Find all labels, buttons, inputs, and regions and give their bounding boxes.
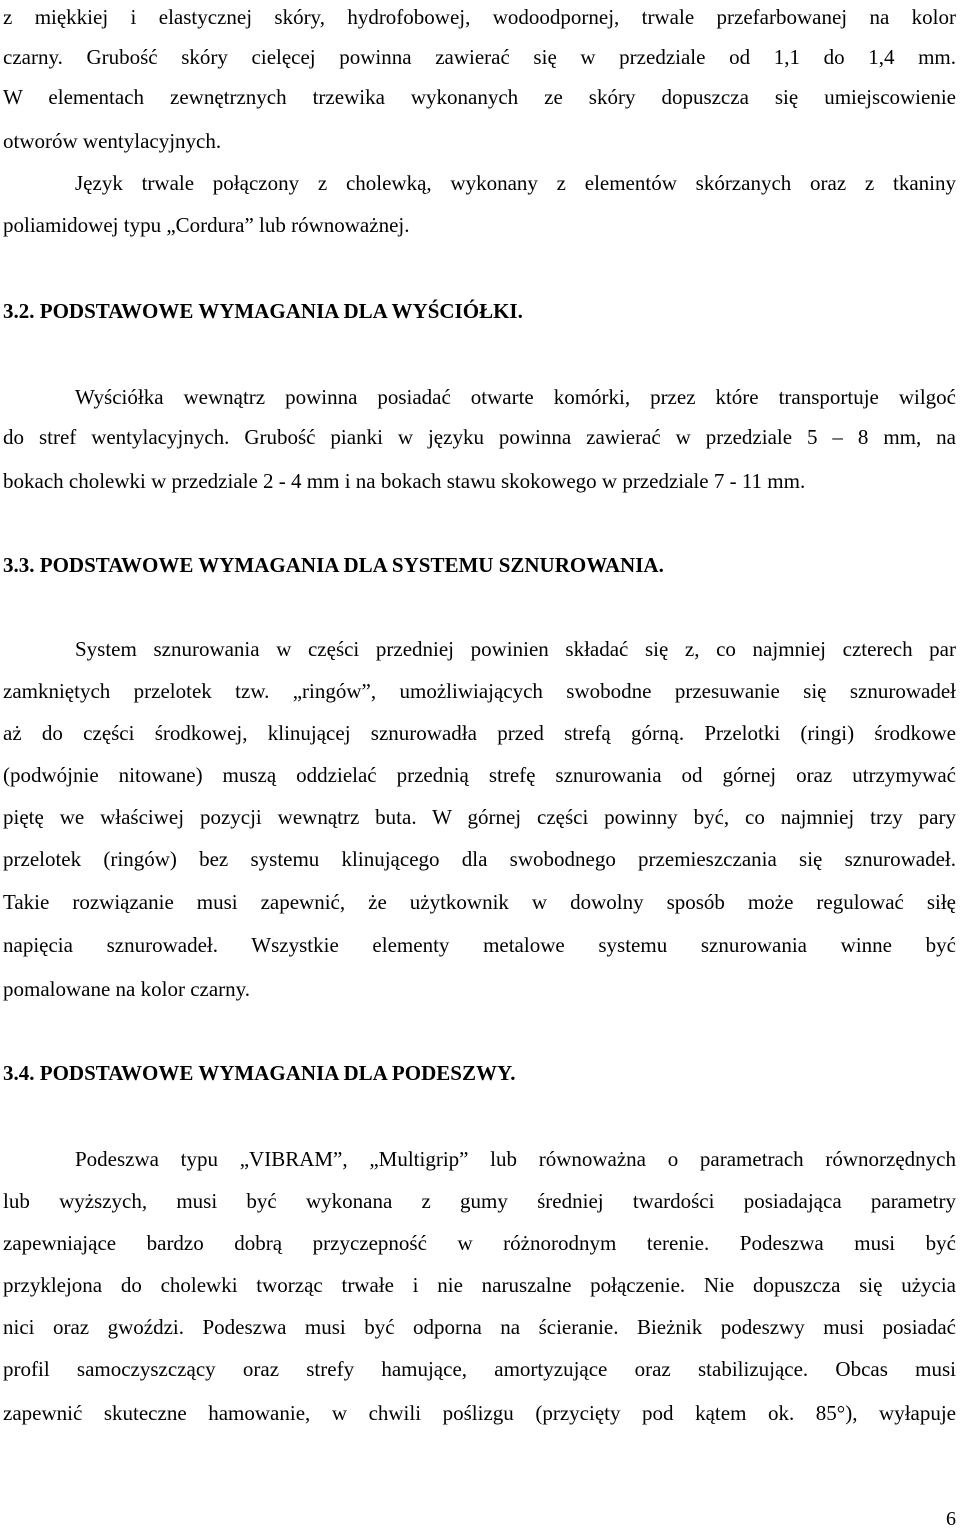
text-line: Język trwale połączony z cholewką, wykonany z elementów skórzanych oraz z tkaniny (75, 171, 956, 195)
text-line: nici oraz gwoździ. Podeszwa musi być odporna na ścieranie. Bieżnik podeszwy musi posiadać (3, 1315, 956, 1339)
text-line: otworów wentylacyjnych. (3, 129, 222, 153)
text-line: aż do części środkowej, klinującej sznurowadła przed strefą górną. Przelotki (ringi) środkowe (3, 721, 956, 745)
text-line: Takie rozwiązanie musi zapewnić, że użytkownik w dowolny sposób może regulować siłę (3, 890, 956, 914)
text-line: (podwójnie nitowane) muszą oddzielać przednią strefę sznurowania od górnej oraz utrzymywać (3, 763, 956, 787)
text-line: czarny. Grubość skóry cielęcej powinna zawierać się w przedziale od 1,1 do 1,4 mm. (3, 45, 956, 69)
text-line: System sznurowania w części przedniej powinien składać się z, co najmniej czterech par (75, 637, 956, 661)
text-line: zamkniętych przelotek tzw. „ringów”, umożliwiających swobodne przesuwanie się sznurowadeł (3, 679, 956, 703)
section-heading: 3.4. PODSTAWOWE WYMAGANIA DLA PODESZWY. (3, 1061, 516, 1085)
text-line: piętę we właściwej pozycji wewnątrz buta. W górnej części powinny być, co najmniej trzy pary (3, 805, 956, 829)
text-line: profil samoczyszczący oraz strefy hamujące, amortyzujące oraz stabilizujące. Obcas musi (3, 1357, 956, 1381)
text-line: z miękkiej i elastycznej skóry, hydrofobowej, wodoodpornej, trwale przefarbowanej na kolor (3, 5, 956, 29)
text-line: przelotek (ringów) bez systemu klinującego dla swobodnego przemieszczania się sznurowadeł. (3, 847, 956, 871)
text-line: poliamidowej typu „Cordura” lub równoważnej. (3, 213, 410, 237)
text-line: zapewnić skuteczne hamowanie, w chwili poślizgu (przycięty pod kątem ok. 85°), wyłapuje (3, 1401, 956, 1425)
text-line: przyklejona do cholewki tworząc trwałe i nie naruszalne połączenie. Nie dopuszcza się użycia (3, 1273, 956, 1297)
text-line: lub wyższych, musi być wykonana z gumy średniej twardości posiadająca parametry (3, 1189, 956, 1213)
text-line: bokach cholewki w przedziale 2 - 4 mm i na bokach stawu skokowego w przedziale 7 - 11 mm. (3, 469, 806, 493)
text-line: pomalowane na kolor czarny. (3, 977, 251, 1001)
section-heading: 3.3. PODSTAWOWE WYMAGANIA DLA SYSTEMU SZNUROWANIA. (3, 553, 664, 577)
page-number: 6 (946, 1508, 956, 1530)
section-heading: 3.2. PODSTAWOWE WYMAGANIA DLA WYŚCIÓŁKI. (3, 299, 523, 323)
text-line: zapewniające bardzo dobrą przyczepność w różnorodnym terenie. Podeszwa musi być (3, 1231, 956, 1255)
text-line: Wyściółka wewnątrz powinna posiadać otwarte komórki, przez które transportuje wilgoć (75, 385, 956, 409)
text-line: napięcia sznurowadeł. Wszystkie elementy metalowe systemu sznurowania winne być (3, 933, 956, 957)
text-line: do stref wentylacyjnych. Grubość pianki w języku powinna zawierać w przedziale 5 – 8 mm, na (3, 425, 956, 449)
text-line: W elementach zewnętrznych trzewika wykonanych ze skóry dopuszcza się umiejscowienie (3, 85, 956, 109)
text-line: Podeszwa typu „VIBRAM”, „Multigrip” lub równoważna o parametrach równorzędnych (75, 1147, 956, 1171)
